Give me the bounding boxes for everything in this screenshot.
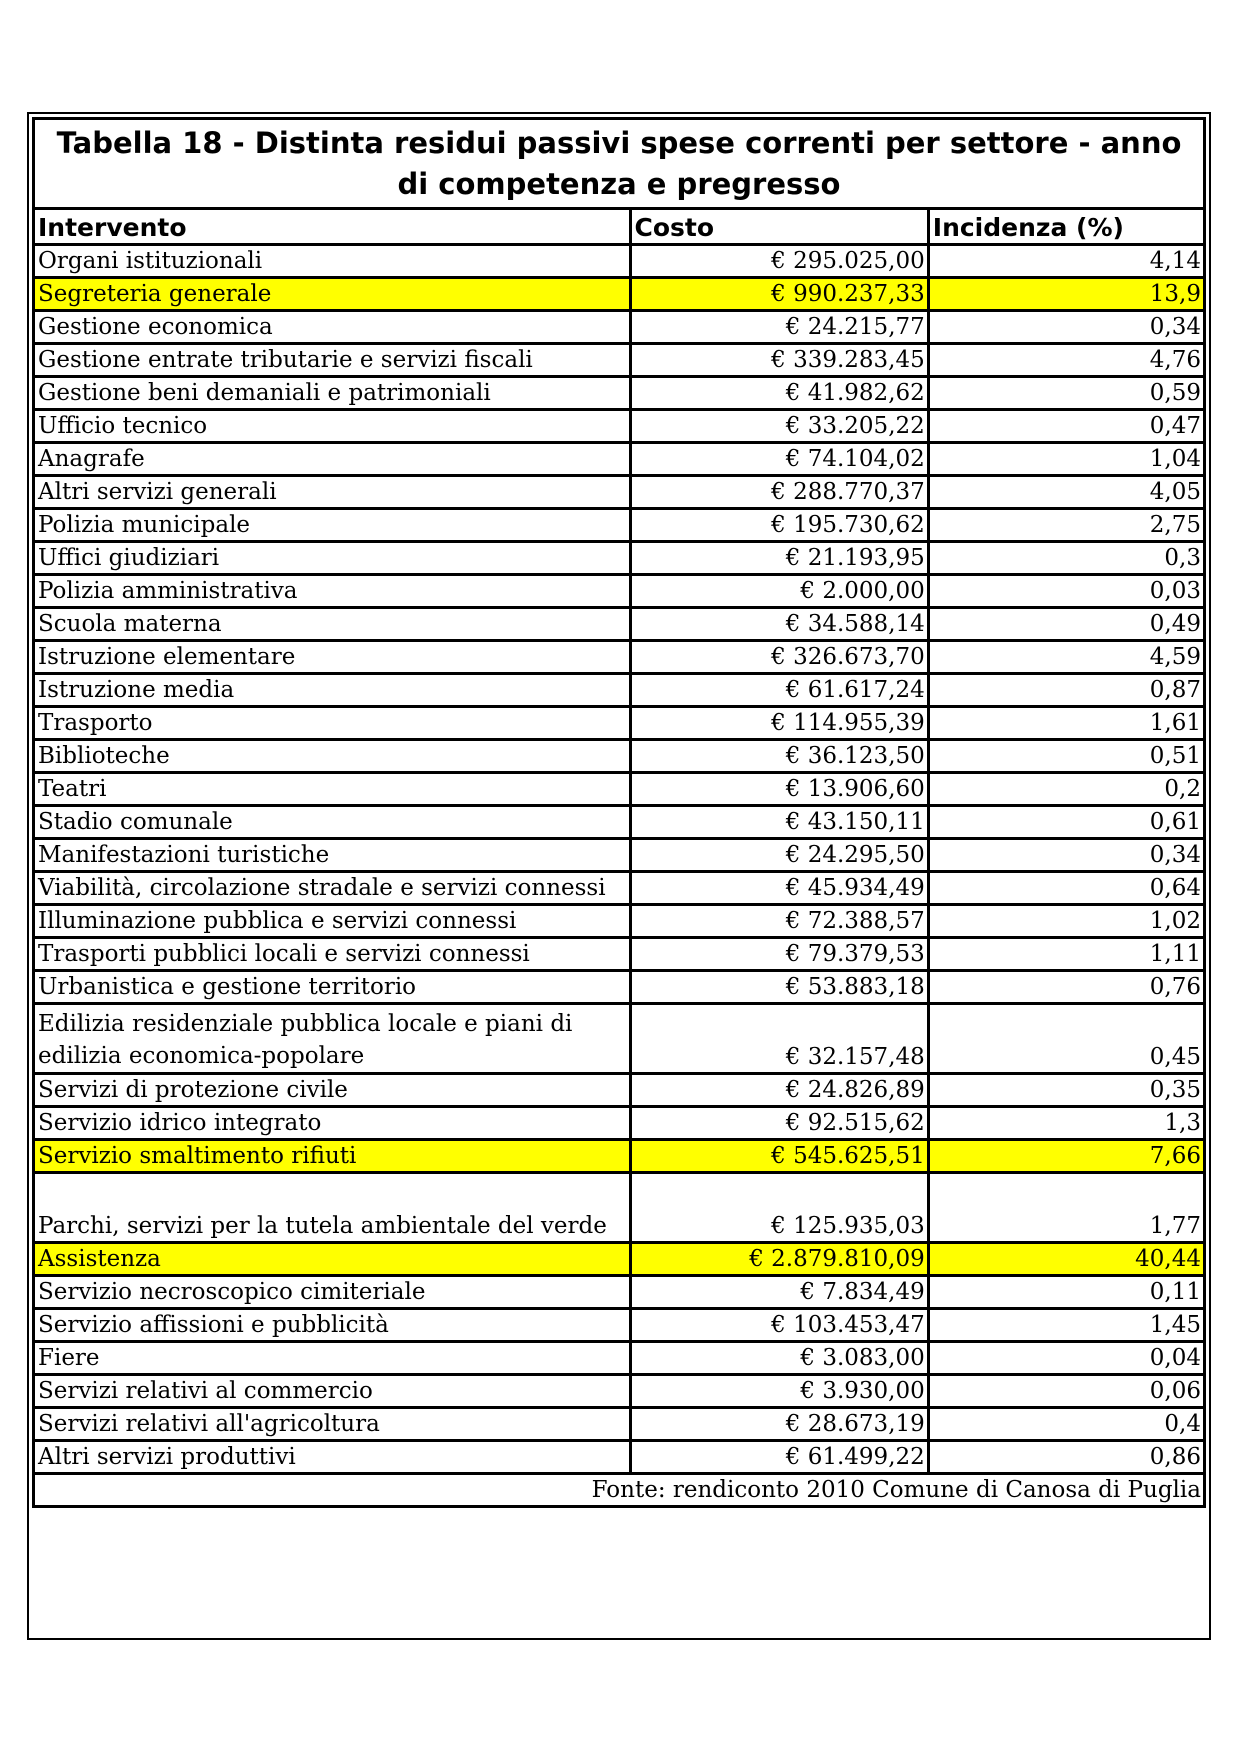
cell-costo: € 72.388,57 — [630, 905, 928, 938]
cell-costo: € 114.955,39 — [630, 707, 928, 740]
cell-costo: € 61.499,22 — [630, 1441, 928, 1474]
header-incidenza: Incidenza (%) — [928, 209, 1204, 245]
cell-incidenza: 0,64 — [928, 872, 1204, 905]
cell-intervento: Viabilità, circolazione stradale e servizi connessi — [34, 872, 631, 905]
cell-costo: € 3.083,00 — [630, 1342, 928, 1375]
table-row — [34, 872, 1205, 905]
table-row — [34, 509, 1205, 542]
cell-intervento: Gestione economica — [34, 311, 631, 344]
cell-intervento: Ufficio tecnico — [34, 410, 631, 443]
cell-intervento: Illuminazione pubblica e servizi connessi — [34, 905, 631, 938]
table-row — [34, 971, 1205, 1004]
cell-costo: € 295.025,00 — [630, 245, 928, 278]
table-row — [34, 1375, 1205, 1408]
table-row — [34, 410, 1205, 443]
table-row — [34, 1408, 1205, 1441]
cell-intervento: Altri servizi generali — [34, 476, 631, 509]
cell-incidenza: 0,34 — [928, 839, 1204, 872]
cell-costo: € 545.625,51 — [630, 1140, 928, 1173]
cell-incidenza: 4,05 — [928, 476, 1204, 509]
cell-costo: € 61.617,24 — [630, 674, 928, 707]
cell-incidenza: 1,11 — [928, 938, 1204, 971]
table-row — [34, 839, 1205, 872]
cell-costo: € 32.157,48 — [630, 1004, 928, 1074]
cell-intervento: Polizia municipale — [34, 509, 631, 542]
cell-intervento: Biblioteche — [34, 740, 631, 773]
cell-intervento: Edilizia residenziale pubblica locale e piani di edilizia economica-popolare — [34, 1004, 631, 1074]
cell-intervento: Segreteria generale — [34, 278, 631, 311]
cell-incidenza: 0,34 — [928, 311, 1204, 344]
cell-incidenza: 0,86 — [928, 1441, 1204, 1474]
cell-intervento: Fiere — [34, 1342, 631, 1375]
cell-costo: € 53.883,18 — [630, 971, 928, 1004]
cell-costo: € 33.205,22 — [630, 410, 928, 443]
data-table — [32, 117, 1206, 1508]
cell-costo: € 125.935,03 — [630, 1173, 928, 1243]
table-row — [34, 1074, 1205, 1107]
cell-costo: € 43.150,11 — [630, 806, 928, 839]
table-row — [34, 1243, 1205, 1276]
cell-costo: € 36.123,50 — [630, 740, 928, 773]
cell-costo: € 326.673,70 — [630, 641, 928, 674]
table-row — [34, 344, 1205, 377]
header-costo: Costo — [630, 209, 928, 245]
cell-costo: € 990.237,33 — [630, 278, 928, 311]
cell-intervento: Manifestazioni turistiche — [34, 839, 631, 872]
cell-incidenza: 0,47 — [928, 410, 1204, 443]
table-row — [34, 1173, 1205, 1243]
cell-intervento: Servizio idrico integrato — [34, 1107, 631, 1140]
cell-incidenza: 0,87 — [928, 674, 1204, 707]
table-row — [34, 707, 1205, 740]
source-note: Fonte: rendiconto 2010 Comune di Canosa di Puglia — [34, 1474, 1205, 1507]
cell-intervento: Trasporto — [34, 707, 631, 740]
cell-incidenza: 0,2 — [928, 773, 1204, 806]
cell-intervento: Assistenza — [34, 1243, 631, 1276]
cell-incidenza: 7,66 — [928, 1140, 1204, 1173]
cell-incidenza: 0,45 — [928, 1004, 1204, 1074]
cell-costo: € 13.906,60 — [630, 773, 928, 806]
cell-intervento: Urbanistica e gestione territorio — [34, 971, 631, 1004]
cell-incidenza: 1,45 — [928, 1309, 1204, 1342]
table-row — [34, 1276, 1205, 1309]
cell-intervento: Servizi relativi all'agricoltura — [34, 1408, 631, 1441]
cell-costo: € 3.930,00 — [630, 1375, 928, 1408]
cell-incidenza: 1,61 — [928, 707, 1204, 740]
cell-incidenza: 4,76 — [928, 344, 1204, 377]
cell-incidenza: 0,51 — [928, 740, 1204, 773]
cell-intervento: Trasporti pubblici locali e servizi connessi — [34, 938, 631, 971]
table-row — [34, 1342, 1205, 1375]
cell-intervento: Teatri — [34, 773, 631, 806]
cell-incidenza: 1,02 — [928, 905, 1204, 938]
table-row — [34, 476, 1205, 509]
cell-incidenza: 0,11 — [928, 1276, 1204, 1309]
cell-intervento: Servizio smaltimento rifiuti — [34, 1140, 631, 1173]
cell-costo: € 195.730,62 — [630, 509, 928, 542]
cell-incidenza: 13,9 — [928, 278, 1204, 311]
cell-costo: € 74.104,02 — [630, 443, 928, 476]
cell-intervento: Organi istituzionali — [34, 245, 631, 278]
table-row — [34, 443, 1205, 476]
cell-incidenza: 0,76 — [928, 971, 1204, 1004]
cell-intervento: Anagrafe — [34, 443, 631, 476]
table-row — [34, 1441, 1205, 1474]
cell-costo: € 2.000,00 — [630, 575, 928, 608]
table-frame — [27, 112, 1211, 1640]
table-row — [34, 377, 1205, 410]
cell-costo: € 45.934,49 — [630, 872, 928, 905]
cell-intervento: Servizio affissioni e pubblicità — [34, 1309, 631, 1342]
cell-costo: € 24.215,77 — [630, 311, 928, 344]
cell-costo: € 24.295,50 — [630, 839, 928, 872]
table-row — [34, 278, 1205, 311]
cell-costo: € 339.283,45 — [630, 344, 928, 377]
table-row — [34, 740, 1205, 773]
table-row — [34, 1004, 1205, 1074]
table-row — [34, 608, 1205, 641]
table-row — [34, 938, 1205, 971]
header-row — [34, 209, 1205, 245]
table-row — [34, 1140, 1205, 1173]
cell-intervento: Istruzione media — [34, 674, 631, 707]
cell-costo: € 2.879.810,09 — [630, 1243, 928, 1276]
cell-incidenza: 4,14 — [928, 245, 1204, 278]
cell-incidenza: 0,49 — [928, 608, 1204, 641]
cell-incidenza: 0,04 — [928, 1342, 1204, 1375]
cell-incidenza: 0,3 — [928, 542, 1204, 575]
cell-incidenza: 0,61 — [928, 806, 1204, 839]
cell-costo: € 28.673,19 — [630, 1408, 928, 1441]
cell-costo: € 92.515,62 — [630, 1107, 928, 1140]
cell-intervento: Stadio comunale — [34, 806, 631, 839]
cell-incidenza: 0,59 — [928, 377, 1204, 410]
cell-incidenza: 1,3 — [928, 1107, 1204, 1140]
cell-costo: € 7.834,49 — [630, 1276, 928, 1309]
cell-costo: € 79.379,53 — [630, 938, 928, 971]
cell-incidenza: 1,77 — [928, 1173, 1204, 1243]
cell-incidenza: 0,35 — [928, 1074, 1204, 1107]
cell-intervento: Servizi relativi al commercio — [34, 1375, 631, 1408]
table-row — [34, 641, 1205, 674]
cell-intervento: Gestione beni demaniali e patrimoniali — [34, 377, 631, 410]
table-row — [34, 773, 1205, 806]
table-row — [34, 245, 1205, 278]
cell-incidenza: 40,44 — [928, 1243, 1204, 1276]
cell-incidenza: 2,75 — [928, 509, 1204, 542]
cell-incidenza: 0,03 — [928, 575, 1204, 608]
cell-incidenza: 0,4 — [928, 1408, 1204, 1441]
cell-intervento: Parchi, servizi per la tutela ambientale del verde — [34, 1173, 631, 1243]
header-intervento: Intervento — [34, 209, 631, 245]
cell-costo: € 103.453,47 — [630, 1309, 928, 1342]
cell-costo: € 21.193,95 — [630, 542, 928, 575]
cell-intervento: Servizi di protezione civile — [34, 1074, 631, 1107]
table-row — [34, 806, 1205, 839]
cell-incidenza: 1,04 — [928, 443, 1204, 476]
cell-intervento: Polizia amministrativa — [34, 575, 631, 608]
cell-intervento: Servizio necroscopico cimiteriale — [34, 1276, 631, 1309]
table-title: Tabella 18 - Distinta residui passivi spese correnti per settore - anno di competenza e pregresso — [34, 119, 1205, 209]
table-row — [34, 1309, 1205, 1342]
cell-intervento: Altri servizi produttivi — [34, 1441, 631, 1474]
table-row — [34, 542, 1205, 575]
cell-intervento: Istruzione elementare — [34, 641, 631, 674]
cell-intervento: Gestione entrate tributarie e servizi fiscali — [34, 344, 631, 377]
table-row — [34, 905, 1205, 938]
cell-intervento: Uffici giudiziari — [34, 542, 631, 575]
table-row — [34, 1107, 1205, 1140]
table-row — [34, 674, 1205, 707]
table-row — [34, 311, 1205, 344]
cell-incidenza: 0,06 — [928, 1375, 1204, 1408]
cell-costo: € 288.770,37 — [630, 476, 928, 509]
cell-intervento: Scuola materna — [34, 608, 631, 641]
cell-costo: € 34.588,14 — [630, 608, 928, 641]
cell-incidenza: 4,59 — [928, 641, 1204, 674]
cell-costo: € 41.982,62 — [630, 377, 928, 410]
table-row — [34, 575, 1205, 608]
cell-costo: € 24.826,89 — [630, 1074, 928, 1107]
